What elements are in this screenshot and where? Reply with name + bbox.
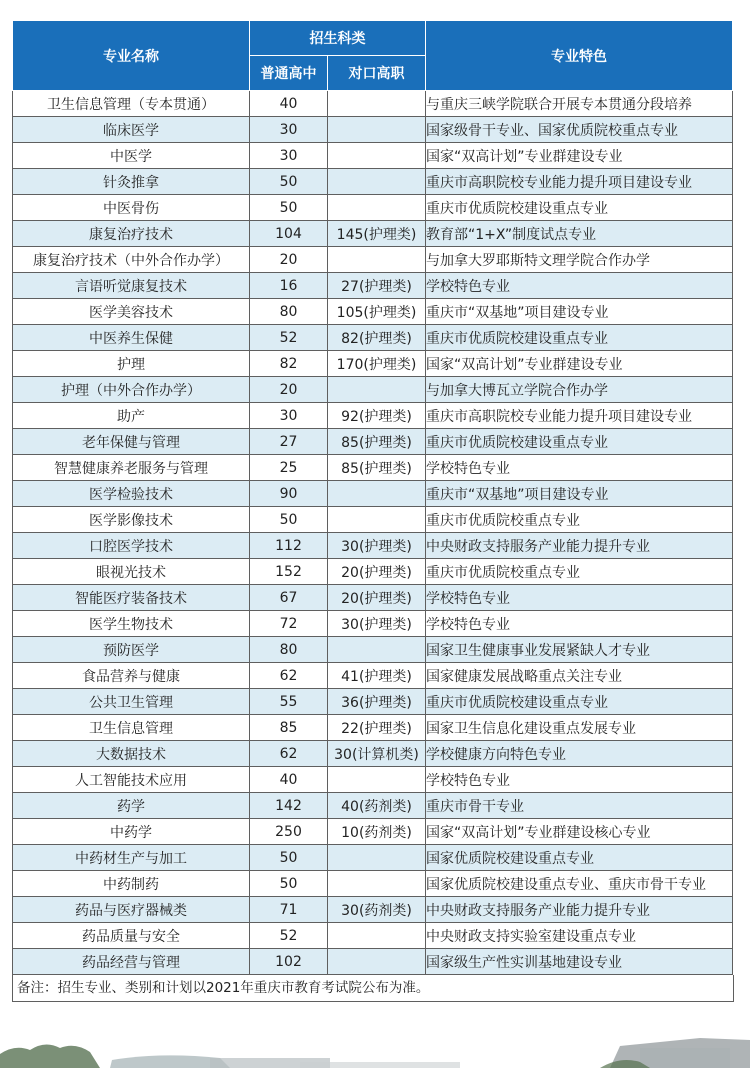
- general-high-quota-cell: 104: [250, 221, 328, 247]
- major-feature-cell: 重庆市优质院校建设重点专业: [426, 325, 733, 351]
- major-feature-cell: 国家“双高计划”专业群建设专业: [426, 143, 733, 169]
- general-high-quota-cell: 20: [250, 247, 328, 273]
- vocational-high-quota-cell: 105(护理类): [328, 299, 426, 325]
- major-feature-cell: 国家级生产性实训基地建设专业: [426, 949, 733, 975]
- major-feature-cell: 国家卫生健康事业发展紧缺人才专业: [426, 637, 733, 663]
- general-high-quota-cell: 40: [250, 767, 328, 793]
- major-name-cell: 智能医疗装备技术: [13, 585, 250, 611]
- general-high-quota-cell: 80: [250, 299, 328, 325]
- vocational-high-quota-cell: [328, 767, 426, 793]
- vocational-high-quota-cell: [328, 949, 426, 975]
- major-feature-cell: 中央财政支持实验室建设重点专业: [426, 923, 733, 949]
- major-feature-cell: 重庆市优质院校重点专业: [426, 559, 733, 585]
- table-row: [13, 793, 733, 819]
- general-high-quota-cell: 20: [250, 377, 328, 403]
- vocational-high-quota-cell: [328, 871, 426, 897]
- major-name-cell: 医学生物技术: [13, 611, 250, 637]
- major-feature-cell: 重庆市高职院校专业能力提升项目建设专业: [426, 169, 733, 195]
- vocational-high-quota-cell: 30(药剂类): [328, 897, 426, 923]
- major-feature-cell: 学校特色专业: [426, 767, 733, 793]
- vocational-high-quota-cell: [328, 169, 426, 195]
- vocational-high-quota-cell: 30(护理类): [328, 533, 426, 559]
- vocational-high-quota-cell: 170(护理类): [328, 351, 426, 377]
- major-feature-cell: 重庆市“双基地”项目建设专业: [426, 299, 733, 325]
- major-name-cell: 公共卫生管理: [13, 689, 250, 715]
- vocational-high-quota-cell: 41(护理类): [328, 663, 426, 689]
- major-name-cell: 中药材生产与加工: [13, 845, 250, 871]
- table-row: [13, 845, 733, 871]
- major-feature-cell: 学校特色专业: [426, 611, 733, 637]
- major-name-cell: 康复治疗技术: [13, 221, 250, 247]
- major-feature-cell: 国家健康发展战略重点关注专业: [426, 663, 733, 689]
- table-row: [13, 325, 733, 351]
- major-name-cell: 中医学: [13, 143, 250, 169]
- major-name-cell: 老年保健与管理: [13, 429, 250, 455]
- major-feature-cell: 学校特色专业: [426, 273, 733, 299]
- table-row: [13, 377, 733, 403]
- major-feature-cell: 国家“双高计划”专业群建设专业: [426, 351, 733, 377]
- major-feature-cell: 重庆市优质院校建设重点专业: [426, 689, 733, 715]
- vocational-high-quota-cell: 30(计算机类): [328, 741, 426, 767]
- table-row: [13, 403, 733, 429]
- major-feature-cell: 学校健康方向特色专业: [426, 741, 733, 767]
- vocational-high-quota-cell: [328, 143, 426, 169]
- table-row: [13, 663, 733, 689]
- vocational-high-quota-cell: 85(护理类): [328, 455, 426, 481]
- major-name-cell: 中医骨伤: [13, 195, 250, 221]
- general-high-quota-cell: 71: [250, 897, 328, 923]
- general-high-quota-cell: 30: [250, 143, 328, 169]
- general-high-quota-cell: 50: [250, 871, 328, 897]
- vocational-high-quota-cell: [328, 91, 426, 117]
- major-name-cell: 中药制药: [13, 871, 250, 897]
- header-enroll-category: 招生科类: [250, 21, 426, 56]
- table-row: [13, 741, 733, 767]
- table-row: [13, 429, 733, 455]
- vocational-high-quota-cell: [328, 845, 426, 871]
- major-name-cell: 口腔医学技术: [13, 533, 250, 559]
- general-high-quota-cell: 85: [250, 715, 328, 741]
- vocational-high-quota-cell: 20(护理类): [328, 585, 426, 611]
- vocational-high-quota-cell: [328, 195, 426, 221]
- table-row: [13, 351, 733, 377]
- major-feature-cell: 重庆市骨干专业: [426, 793, 733, 819]
- major-name-cell: 言语听觉康复技术: [13, 273, 250, 299]
- general-high-quota-cell: 80: [250, 637, 328, 663]
- major-feature-cell: 重庆市优质院校重点专业: [426, 507, 733, 533]
- major-name-cell: 卫生信息管理（专本贯通）: [13, 91, 250, 117]
- enrollment-plan-document: [12, 20, 732, 1002]
- major-name-cell: 眼视光技术: [13, 559, 250, 585]
- table-row: [13, 897, 733, 923]
- general-high-quota-cell: 50: [250, 169, 328, 195]
- general-high-quota-cell: 152: [250, 559, 328, 585]
- table-row: [13, 585, 733, 611]
- table-row: [13, 507, 733, 533]
- general-high-quota-cell: 62: [250, 663, 328, 689]
- major-name-cell: 智慧健康养老服务与管理: [13, 455, 250, 481]
- major-name-cell: 中医养生保健: [13, 325, 250, 351]
- vocational-high-quota-cell: [328, 507, 426, 533]
- table-row: [13, 611, 733, 637]
- major-name-cell: 药品经营与管理: [13, 949, 250, 975]
- major-name-cell: 预防医学: [13, 637, 250, 663]
- general-high-quota-cell: 30: [250, 403, 328, 429]
- major-feature-cell: 国家“双高计划”专业群建设核心专业: [426, 819, 733, 845]
- general-high-quota-cell: 50: [250, 845, 328, 871]
- major-feature-cell: 国家卫生信息化建设重点发展专业: [426, 715, 733, 741]
- vocational-high-quota-cell: 22(护理类): [328, 715, 426, 741]
- general-high-quota-cell: 27: [250, 429, 328, 455]
- major-feature-cell: 重庆市优质院校建设重点专业: [426, 429, 733, 455]
- major-name-cell: 护理: [13, 351, 250, 377]
- general-high-quota-cell: 16: [250, 273, 328, 299]
- table-row: [13, 455, 733, 481]
- major-name-cell: 针灸推拿: [13, 169, 250, 195]
- vocational-high-quota-cell: 20(护理类): [328, 559, 426, 585]
- major-feature-cell: 国家级骨干专业、国家优质院校重点专业: [426, 117, 733, 143]
- table-row: [13, 689, 733, 715]
- major-feature-cell: 与加拿大罗耶斯特文理学院合作办学: [426, 247, 733, 273]
- major-name-cell: 药品质量与安全: [13, 923, 250, 949]
- table-row: [13, 637, 733, 663]
- vocational-high-quota-cell: 30(护理类): [328, 611, 426, 637]
- general-high-quota-cell: 67: [250, 585, 328, 611]
- vocational-high-quota-cell: 10(药剂类): [328, 819, 426, 845]
- enrollment-table: [12, 20, 733, 975]
- header-general-high: 普通高中: [250, 56, 328, 91]
- vocational-high-quota-cell: [328, 247, 426, 273]
- table-row: [13, 169, 733, 195]
- header-feature: 专业特色: [426, 21, 733, 91]
- major-name-cell: 医学美容技术: [13, 299, 250, 325]
- general-high-quota-cell: 72: [250, 611, 328, 637]
- table-row: [13, 533, 733, 559]
- major-feature-cell: 重庆市优质院校建设重点专业: [426, 195, 733, 221]
- major-name-cell: 护理（中外合作办学）: [13, 377, 250, 403]
- general-high-quota-cell: 40: [250, 91, 328, 117]
- major-feature-cell: 中央财政支持服务产业能力提升专业: [426, 533, 733, 559]
- vocational-high-quota-cell: [328, 923, 426, 949]
- table-row: [13, 871, 733, 897]
- general-high-quota-cell: 52: [250, 325, 328, 351]
- vocational-high-quota-cell: 36(护理类): [328, 689, 426, 715]
- vocational-high-quota-cell: 92(护理类): [328, 403, 426, 429]
- table-row: [13, 273, 733, 299]
- table-row: [13, 819, 733, 845]
- general-high-quota-cell: 30: [250, 117, 328, 143]
- general-high-quota-cell: 82: [250, 351, 328, 377]
- major-name-cell: 康复治疗技术（中外合作办学）: [13, 247, 250, 273]
- table-row: [13, 247, 733, 273]
- table-header: [13, 21, 733, 91]
- vocational-high-quota-cell: 85(护理类): [328, 429, 426, 455]
- vocational-high-quota-cell: 27(护理类): [328, 273, 426, 299]
- vocational-high-quota-cell: [328, 117, 426, 143]
- vocational-high-quota-cell: 82(护理类): [328, 325, 426, 351]
- general-high-quota-cell: 142: [250, 793, 328, 819]
- vocational-high-quota-cell: 40(药剂类): [328, 793, 426, 819]
- vocational-high-quota-cell: [328, 377, 426, 403]
- major-feature-cell: 国家优质院校建设重点专业: [426, 845, 733, 871]
- general-high-quota-cell: 50: [250, 507, 328, 533]
- major-feature-cell: 学校特色专业: [426, 585, 733, 611]
- campus-photo-strip: [0, 1030, 750, 1068]
- general-high-quota-cell: 250: [250, 819, 328, 845]
- major-feature-cell: 国家优质院校建设重点专业、重庆市骨干专业: [426, 871, 733, 897]
- table-row: [13, 221, 733, 247]
- major-name-cell: 食品营养与健康: [13, 663, 250, 689]
- major-feature-cell: 与重庆三峡学院联合开展专本贯通分段培养: [426, 91, 733, 117]
- major-name-cell: 卫生信息管理: [13, 715, 250, 741]
- general-high-quota-cell: 90: [250, 481, 328, 507]
- general-high-quota-cell: 50: [250, 195, 328, 221]
- major-name-cell: 医学检验技术: [13, 481, 250, 507]
- major-name-cell: 中药学: [13, 819, 250, 845]
- vocational-high-quota-cell: [328, 481, 426, 507]
- general-high-quota-cell: 102: [250, 949, 328, 975]
- table-row: [13, 949, 733, 975]
- major-name-cell: 大数据技术: [13, 741, 250, 767]
- major-feature-cell: 与加拿大博瓦立学院合作办学: [426, 377, 733, 403]
- major-name-cell: 助产: [13, 403, 250, 429]
- table-row: [13, 559, 733, 585]
- footnote: 备注：招生专业、类别和计划以2021年重庆市教育考试院公布为准。: [12, 975, 734, 1002]
- general-high-quota-cell: 55: [250, 689, 328, 715]
- general-high-quota-cell: 112: [250, 533, 328, 559]
- table-row: [13, 299, 733, 325]
- major-feature-cell: 教育部“1+X”制度试点专业: [426, 221, 733, 247]
- vocational-high-quota-cell: [328, 637, 426, 663]
- table-row: [13, 767, 733, 793]
- header-major-name: 专业名称: [13, 21, 250, 91]
- table-row: [13, 195, 733, 221]
- table-row: [13, 923, 733, 949]
- major-name-cell: 医学影像技术: [13, 507, 250, 533]
- major-feature-cell: 学校特色专业: [426, 455, 733, 481]
- general-high-quota-cell: 62: [250, 741, 328, 767]
- major-feature-cell: 重庆市高职院校专业能力提升项目建设专业: [426, 403, 733, 429]
- major-feature-cell: 重庆市“双基地”项目建设专业: [426, 481, 733, 507]
- major-name-cell: 人工智能技术应用: [13, 767, 250, 793]
- major-feature-cell: 中央财政支持服务产业能力提升专业: [426, 897, 733, 923]
- table-row: [13, 117, 733, 143]
- general-high-quota-cell: 25: [250, 455, 328, 481]
- major-name-cell: 临床医学: [13, 117, 250, 143]
- general-high-quota-cell: 52: [250, 923, 328, 949]
- vocational-high-quota-cell: 145(护理类): [328, 221, 426, 247]
- table-body: [13, 91, 733, 975]
- table-row: [13, 715, 733, 741]
- major-name-cell: 药学: [13, 793, 250, 819]
- table-row: [13, 91, 733, 117]
- table-row: [13, 481, 733, 507]
- header-vocational-high: 对口高职: [328, 56, 426, 91]
- major-name-cell: 药品与医疗器械类: [13, 897, 250, 923]
- table-row: [13, 143, 733, 169]
